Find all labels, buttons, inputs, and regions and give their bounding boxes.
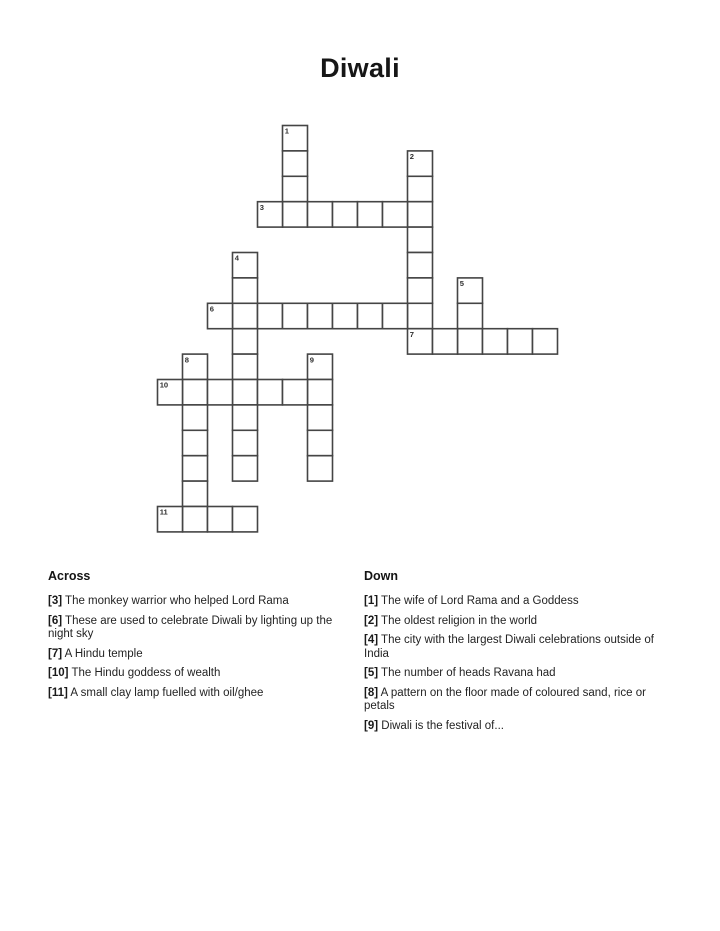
- clue-number: [9]: [364, 719, 379, 732]
- down-clues-section: [364, 569, 675, 739]
- grid-cell[interactable]: [383, 202, 408, 227]
- cell-number: 9: [309, 355, 314, 365]
- cell-number: 10: [159, 380, 169, 390]
- grid-cell[interactable]: [308, 202, 333, 227]
- clue-item-down: [2] The oldest religion in the world: [364, 614, 538, 627]
- grid-cell[interactable]: [308, 405, 333, 430]
- grid-cell[interactable]: [183, 481, 208, 506]
- grid-cell[interactable]: [358, 202, 383, 227]
- grid-cell[interactable]: [408, 278, 433, 303]
- grid-cell[interactable]: [233, 380, 258, 405]
- cell-number: 8: [184, 355, 189, 365]
- clue-number: [10]: [48, 667, 69, 679]
- grid-cell[interactable]: [283, 380, 308, 405]
- grid-cell[interactable]: [258, 380, 283, 405]
- cell-number: 3: [259, 202, 264, 212]
- grid-cell[interactable]: [408, 253, 433, 278]
- grid-cell[interactable]: [183, 507, 208, 532]
- grid-cell[interactable]: [283, 151, 308, 176]
- crossword-grid-svg: [156, 124, 562, 536]
- grid-cell[interactable]: [283, 202, 308, 227]
- clue-item-down: [8] A pattern on the floor made of coloured sand, rice or petals: [364, 686, 646, 712]
- cell-number: 4: [234, 253, 239, 263]
- grid-cell[interactable]: [233, 456, 258, 481]
- clue-item-across: [7] A Hindu temple: [48, 647, 143, 660]
- clue-item-down: [1] The wife of Lord Rama and a Goddess: [364, 595, 579, 607]
- cell-number: 6: [209, 304, 214, 314]
- grid-cell[interactable]: [533, 329, 558, 354]
- cell-number: 11: [159, 507, 168, 517]
- clue-number: [7]: [48, 647, 63, 660]
- clue-number: [5]: [364, 667, 379, 679]
- grid-cell[interactable]: [183, 405, 208, 430]
- grid-cell[interactable]: [308, 430, 333, 455]
- clue-item-across: [11] A small clay lamp fuelled with oil/ghee: [48, 686, 264, 699]
- grid-cell[interactable]: [233, 329, 258, 354]
- grid-cell[interactable]: [233, 303, 258, 328]
- grid-cell[interactable]: [458, 303, 483, 328]
- clue-item-across: [3] The monkey warrior who helped Lord Rama: [48, 595, 289, 607]
- grid-cell[interactable]: [183, 430, 208, 455]
- crossword-grid: [156, 124, 562, 536]
- cell-number: 5: [459, 279, 464, 289]
- grid-cell[interactable]: [408, 202, 433, 227]
- grid-cell[interactable]: [433, 329, 458, 354]
- across-clues-section: [48, 569, 345, 706]
- grid-cell[interactable]: [233, 430, 258, 455]
- grid-cell[interactable]: [233, 278, 258, 303]
- grid-cell[interactable]: [258, 303, 283, 328]
- clue-item-down: [5] The number of heads Ravana had: [364, 667, 556, 679]
- clue-number: [11]: [48, 686, 68, 699]
- across-heading: Across: [48, 569, 91, 583]
- grid-cell[interactable]: [283, 176, 308, 201]
- clue-item-across: [6] These are used to celebrate Diwali by lighting up the night sky: [48, 614, 333, 640]
- across-clue-list: [48, 595, 345, 700]
- cell-number: 1: [284, 126, 289, 136]
- clue-number: [8]: [364, 686, 379, 699]
- clue-number: [1]: [364, 595, 379, 607]
- grid-cell[interactable]: [508, 329, 533, 354]
- grid-cell[interactable]: [308, 303, 333, 328]
- grid-cell[interactable]: [208, 380, 233, 405]
- cell-number: 7: [409, 329, 414, 339]
- grid-cell[interactable]: [208, 507, 233, 532]
- clue-number: [4]: [364, 634, 379, 646]
- clue-number: [6]: [48, 614, 63, 627]
- grid-cell[interactable]: [408, 227, 433, 252]
- clue-number: [3]: [48, 595, 63, 607]
- grid-cell[interactable]: [308, 456, 333, 481]
- grid-cell[interactable]: [183, 380, 208, 405]
- grid-cell[interactable]: [383, 303, 408, 328]
- grid-cell[interactable]: [408, 176, 433, 201]
- down-clue-list: [364, 595, 675, 733]
- grid-cell[interactable]: [233, 507, 258, 532]
- page-title: Diwali: [320, 53, 400, 83]
- grid-cell[interactable]: [308, 380, 333, 405]
- clue-item-down: [9] Diwali is the festival of...: [364, 719, 504, 732]
- grid-cell[interactable]: [283, 303, 308, 328]
- grid-cell[interactable]: [183, 456, 208, 481]
- clue-number: [2]: [364, 614, 379, 627]
- grid-cell[interactable]: [358, 303, 383, 328]
- grid-cell[interactable]: [333, 202, 358, 227]
- grid-cell[interactable]: [233, 354, 258, 379]
- grid-cell[interactable]: [333, 303, 358, 328]
- grid-cell[interactable]: [233, 405, 258, 430]
- down-heading: Down: [364, 569, 399, 583]
- clue-item-down: [4] The city with the largest Diwali celebrations outside of India: [364, 634, 654, 660]
- clue-item-across: [10] The Hindu goddess of wealth: [48, 667, 221, 679]
- grid-cell[interactable]: [458, 329, 483, 354]
- cell-number: 2: [409, 152, 414, 162]
- grid-cell[interactable]: [408, 303, 433, 328]
- grid-cell[interactable]: [483, 329, 508, 354]
